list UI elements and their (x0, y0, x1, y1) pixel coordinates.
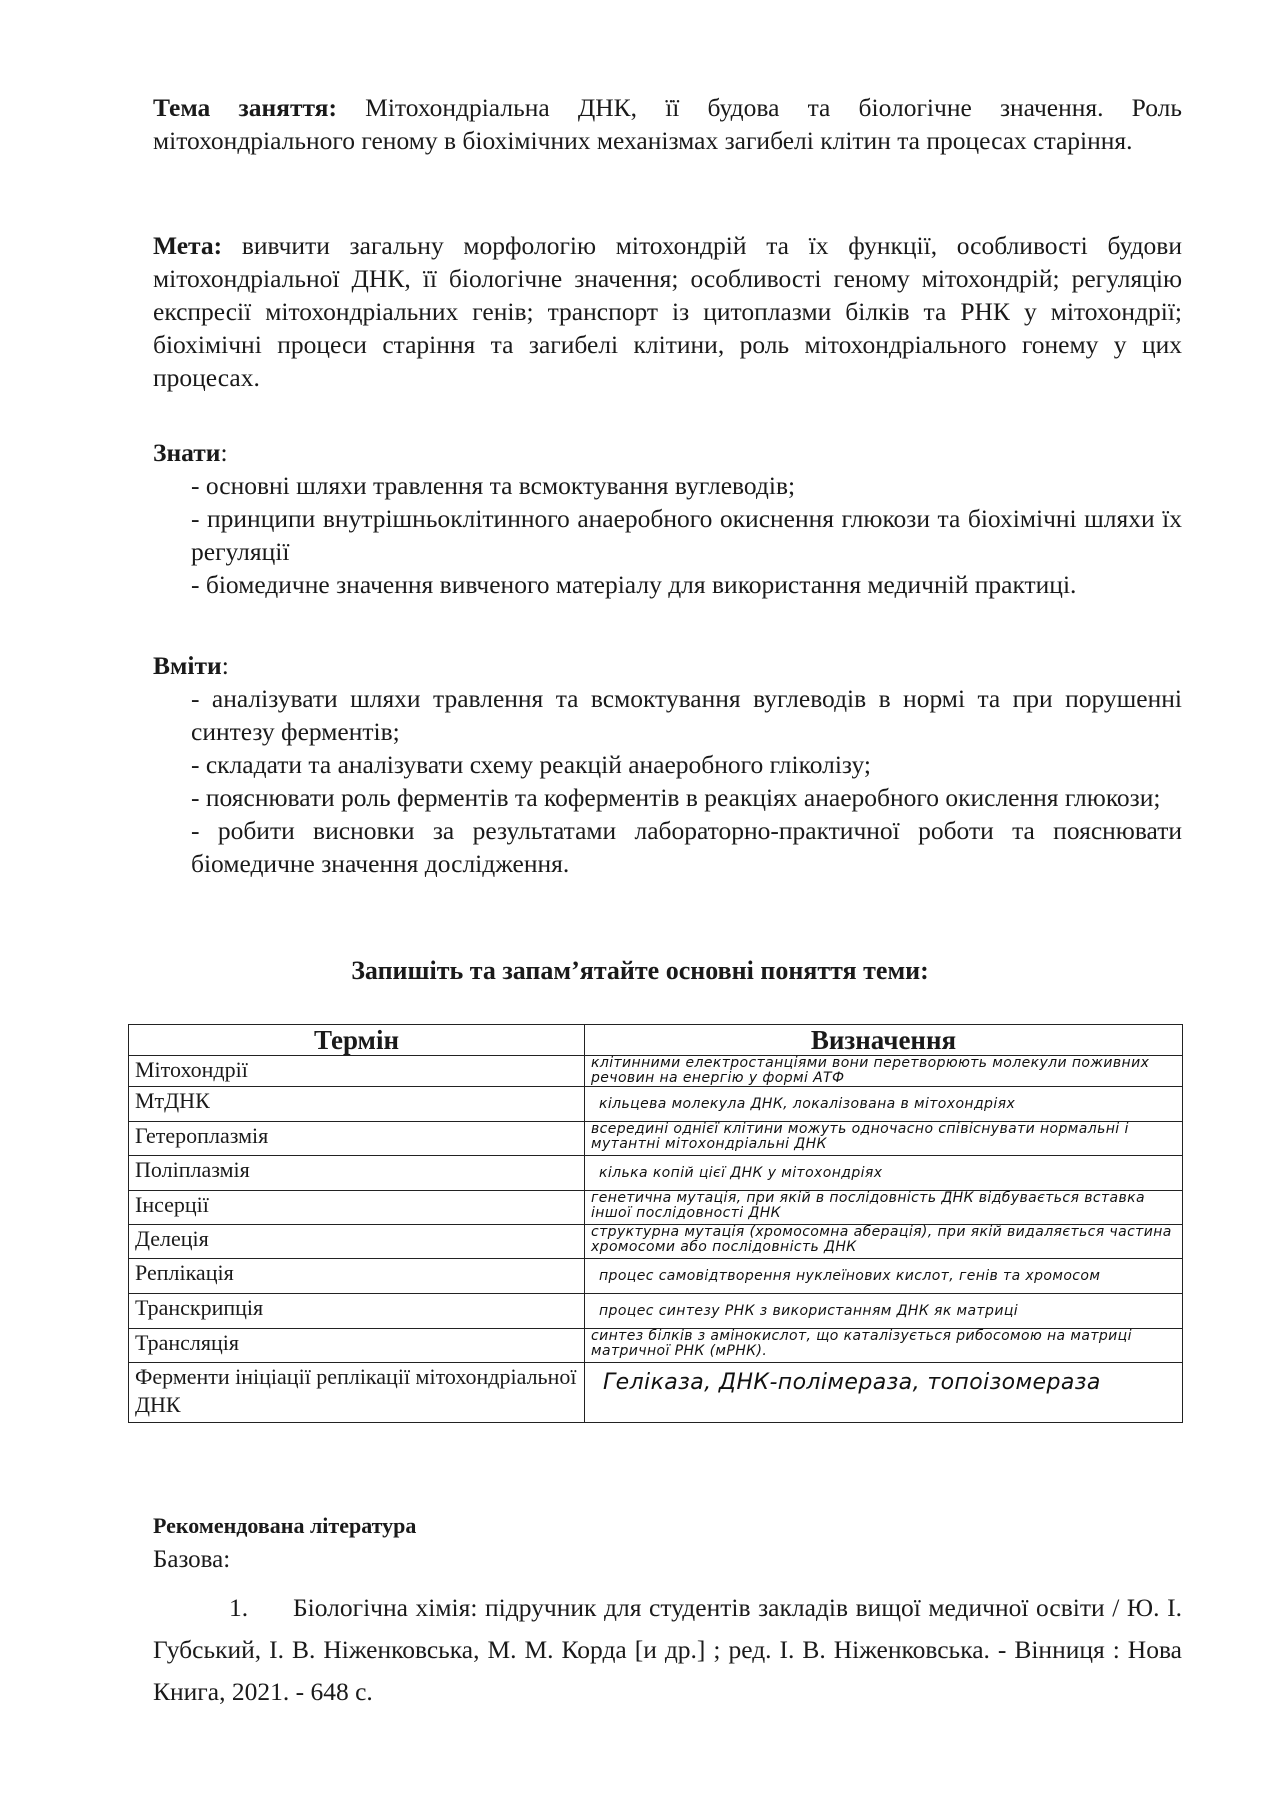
term-cell: Транскрипція (129, 1294, 585, 1329)
can-item: - робити висновки за результатами лабораторно-практичної роботи та пояснювати біомедичне значення дослідження. (191, 816, 1182, 878)
term-cell: Реплікація (129, 1259, 585, 1294)
can-item: - складати та аналізувати схему реакцій анаеробного гліколізу; (191, 750, 871, 779)
term-cell: МтДНК (129, 1087, 585, 1122)
know-item: - основні шляхи травлення та всмоктування вуглеводів; (191, 471, 796, 500)
know-section (153, 436, 1182, 601)
goal-label: Мета: (153, 231, 223, 260)
definition-cell: кілька копій цієї ДНК у мітохондріях (585, 1156, 1183, 1191)
table-row (129, 1191, 1183, 1225)
definition-cell: синтез білків з амінокислот, що каталізується рибосомою на матриці матричної РНК (мРНК). (585, 1329, 1183, 1363)
table-row (129, 1259, 1183, 1294)
literature-item-number: 1. (229, 1593, 249, 1622)
header-definition: Визначення (585, 1025, 1183, 1056)
definition-cell: процес самовідтворення нуклеїнових кислот, генів та хромосом (585, 1259, 1183, 1294)
table-header-row (129, 1025, 1183, 1056)
topic-paragraph (153, 91, 1182, 157)
can-colon: : (221, 651, 229, 680)
table-title: Запишіть та запам’ятайте основні поняття теми: (351, 956, 929, 985)
table-row (129, 1087, 1183, 1122)
topic-text: Мітохондріальна ДНК, її будова та біологічне значення. Роль мітохондріального геному в біохімічних механізмах загибелі клітин та процесах старіння. (153, 93, 1183, 155)
goal-text: вивчити загальну морфологію мітохондрій та їх функції, особливості будови мітохондріальної ДНК, її біологічне значення; особливості геному мітохондрій; регуляцію експресії мітохондріальних генів; транспорт із цитоплазми білків та РНК у мітохондрії; біохімічні процеси старіння та загибелі клітини, роль мітохондріального гонему у цих процесах. (153, 231, 1182, 392)
table-row (129, 1225, 1183, 1259)
can-label: Вміти (153, 651, 222, 680)
terms-table (128, 1024, 1183, 1423)
know-item: - принципи внутрішньоклітинного анаеробного окиснення глюкози та біохімічні шляхи їх регуляції (191, 504, 1182, 566)
definition-cell: кільцева молекула ДНК, локалізована в мітохондріях (585, 1087, 1183, 1122)
know-item: - біомедичне значення вивченого матеріалу для використання медичній практиці. (191, 570, 1077, 599)
term-cell: Інсерції (129, 1191, 585, 1225)
table-row (129, 1122, 1183, 1156)
table-row (129, 1156, 1183, 1191)
definition-cell: структурна мутація (хромосомна аберація), при якій видаляється частина хромосоми або послідовність ДНК (585, 1225, 1183, 1259)
table-row (129, 1329, 1183, 1363)
term-cell: Гетероплазмія (129, 1122, 585, 1156)
definition-cell: клітинними електростанціями вони перетворюють молекули поживних речовин на енергію у формі АТФ (585, 1056, 1183, 1087)
definition-cell: всередині однієї клітини можуть одночасно співіснувати нормальні і мутантні мітохондріальні ДНК (585, 1122, 1183, 1156)
literature-item-text: Біологічна хімія: підручник для студентів закладів вищої медичної освіти / Ю. І. Губський, І. В. Ніженковська, М. М. Корда [и др.] ; ред. І. В. Ніженковська. - Вінниця : Нова Книга, 2021. - 648 с. (153, 1593, 1182, 1706)
can-item: - пояснювати роль ферментів та коферментів в реакціях анаеробного окислення глюкози; (191, 783, 1161, 812)
term-cell: Трансляція (129, 1329, 585, 1363)
topic-label: Тема заняття: (153, 93, 337, 122)
term-cell: Мітохондрії (129, 1056, 585, 1087)
definition-cell: генетична мутація, при якій в послідовність ДНК відбувається вставка іншої послідовності ДНК (585, 1191, 1183, 1225)
term-cell: Делеція (129, 1225, 585, 1259)
term-cell: Ферменти ініціації реплікації мітохондріальної ДНК (129, 1363, 585, 1423)
definition-cell: Геліказа, ДНК-полімераза, топоізомераза (585, 1363, 1183, 1423)
header-term: Термін (129, 1025, 585, 1056)
can-item: - аналізувати шляхи травлення та всмоктування вуглеводів в нормі та при порушенні синтезу ферментів; (191, 684, 1182, 746)
know-colon: : (220, 438, 228, 467)
can-section (153, 649, 1182, 880)
term-cell: Поліплазмія (129, 1156, 585, 1191)
goal-paragraph (153, 229, 1182, 394)
table-row (129, 1363, 1183, 1423)
table-row (129, 1056, 1183, 1087)
table-row (129, 1294, 1183, 1329)
know-label: Знати (153, 438, 221, 467)
literature-heading: Рекомендована література (153, 1513, 417, 1538)
literature-subheading: Базова: (153, 1546, 231, 1573)
literature-item (153, 1587, 1182, 1713)
definition-cell: процес синтезу РНК з використанням ДНК як матриці (585, 1294, 1183, 1329)
